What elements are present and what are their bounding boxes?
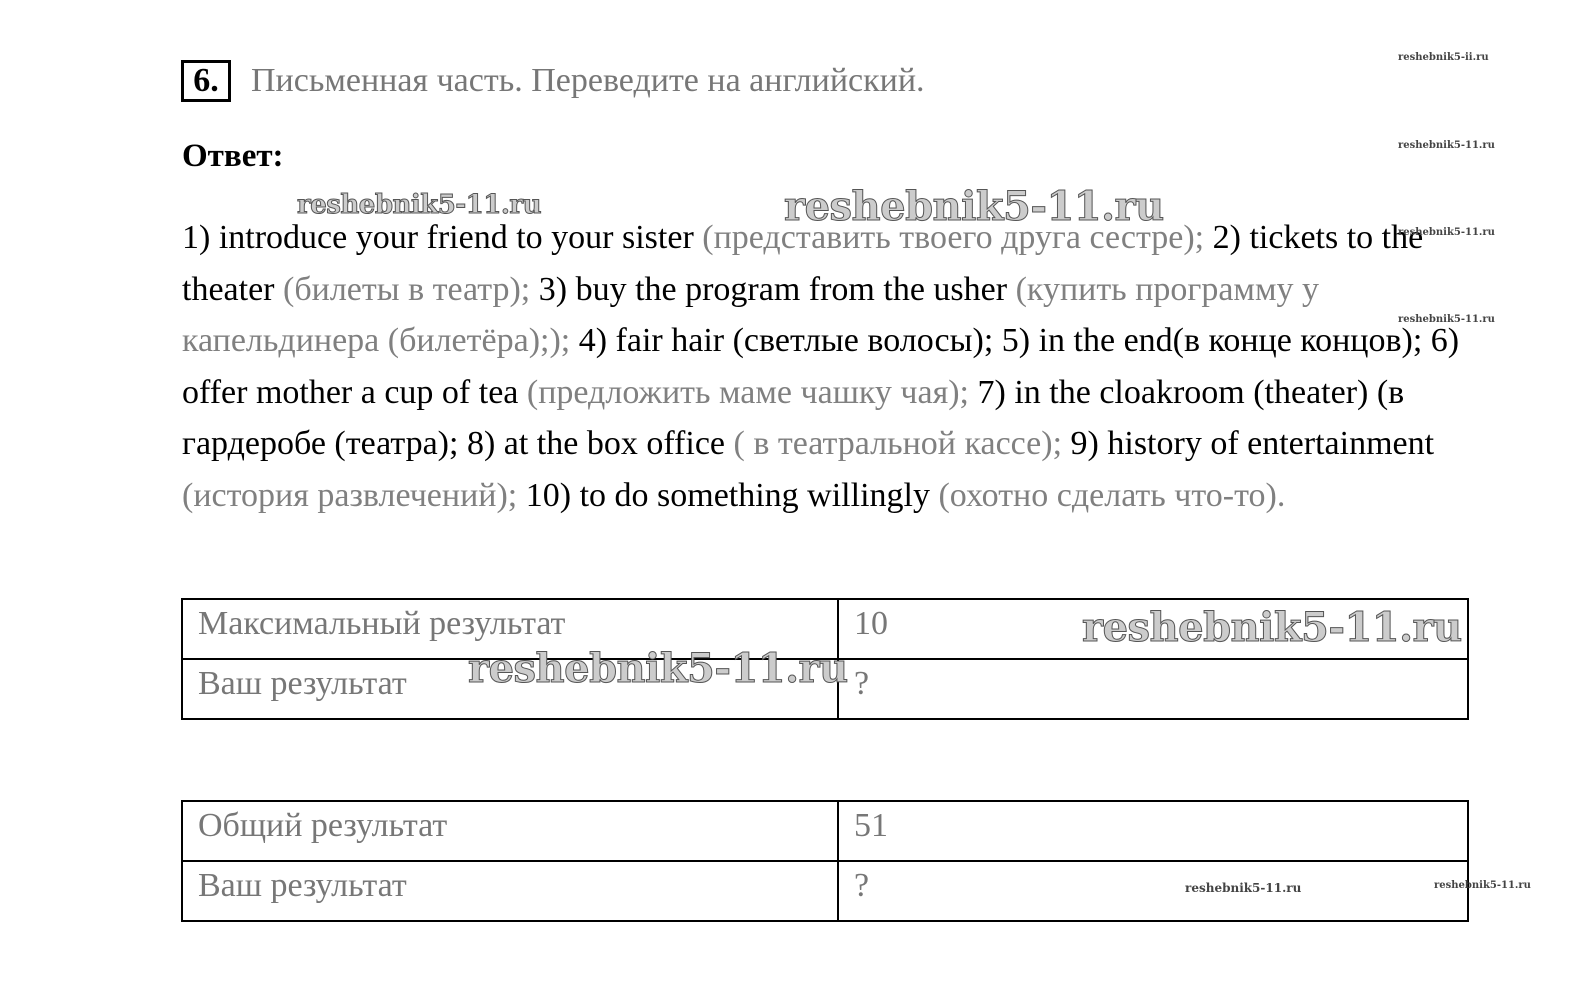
task-number: 6.: [181, 60, 231, 102]
answer-segment-en: 3) buy the program from the usher: [538, 270, 1016, 308]
watermark: reshebnik5-11.ru: [1398, 140, 1495, 151]
answer-segment-ru: (история развлечений);: [182, 476, 526, 514]
answer-text: [182, 212, 1472, 521]
table-cell-value: 10: [838, 599, 1468, 659]
table-cell-value: 51: [838, 801, 1468, 861]
answer-segment-ru: (предложить маме чашку чая);: [526, 373, 970, 411]
answer-segment-en: 7) in the cloakroom (theater) (в гардеробе (театра); 8) at the box office: [182, 373, 1405, 462]
watermark: reshebnik5-11.ru: [297, 190, 542, 220]
answer-segment-ru: ( в театральной кассе);: [733, 425, 1071, 462]
watermark: reshebnik5-11.ru: [1398, 314, 1495, 325]
watermark: reshebnik5-11.ru: [1185, 881, 1302, 895]
table-cell-label: Ваш результат: [182, 861, 838, 921]
watermark: reshebnik5-11.ru: [1082, 604, 1462, 651]
answer-label: Ответ:: [182, 138, 284, 174]
answer-segment-en: 2) tickets to the theater: [182, 219, 1424, 308]
table-row: [182, 801, 1468, 861]
watermark: reshebnik5-ii.ru: [1398, 52, 1489, 63]
answer-segment-en: 10) to do something willingly: [525, 476, 939, 514]
total-score-table: [181, 800, 1469, 922]
answer-segment-ru: (купить программу у капельдинера (билетёра););: [182, 270, 1319, 359]
task-header: [181, 58, 925, 104]
watermark: reshebnik5-11.ru: [1398, 227, 1495, 238]
table-cell-label: Максимальный результат: [182, 599, 838, 659]
table-cell-value: ?: [838, 861, 1468, 921]
watermark: reshebnik5-11.ru: [1434, 880, 1531, 891]
table-cell-value: ?: [838, 659, 1468, 719]
watermark: reshebnik5-11.ru: [468, 645, 848, 692]
table-cell-label: Общий результат: [182, 801, 838, 861]
answer-segment-ru: (билеты в театр);: [283, 270, 539, 308]
table-cell-label: Ваш результат: [182, 659, 838, 719]
answer-segment-en: 1) introduce your friend to your sister: [182, 219, 703, 256]
answer-segment-ru: (представить твоего друга сестре);: [702, 219, 1213, 256]
answer-segment-ru: (охотно сделать что-то).: [938, 476, 1286, 514]
answer-segment-en: 9) history of entertainment: [1070, 425, 1435, 462]
watermark: reshebnik5-11.ru: [784, 183, 1164, 230]
answer-segment-en: 4) fair hair (светлые волосы); 5) in the end(в конце концов); 6) offer mother a cup of tea: [182, 322, 1460, 411]
task-title: Письменная часть. Переведите на английский.: [251, 62, 925, 99]
